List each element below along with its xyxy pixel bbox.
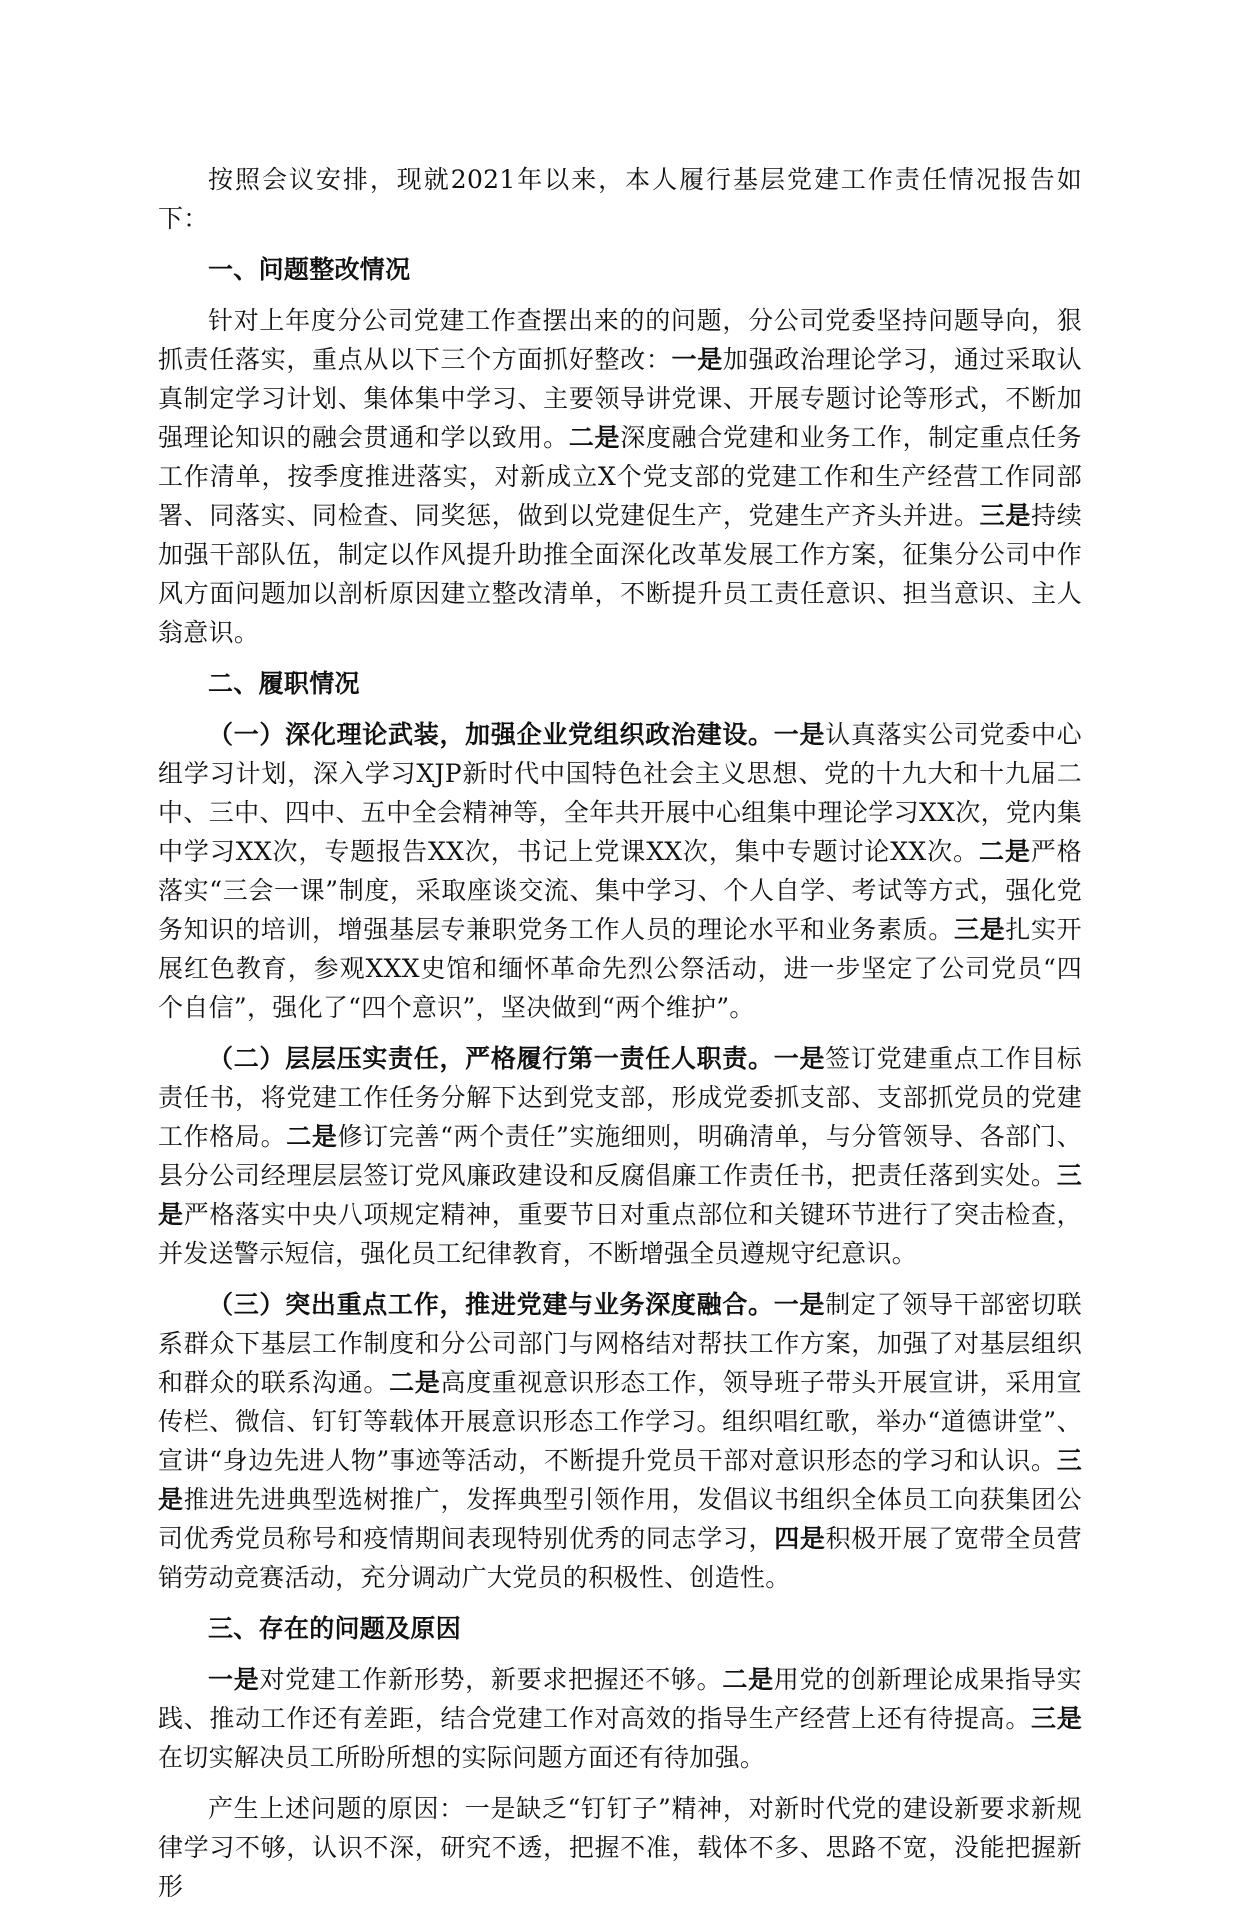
section-heading-2: 二、履职情况 xyxy=(208,669,360,698)
point-text: 签订党建重点工作目标责任书，将党建工作任务分解下达到党支部，形成党委抓支部、支部抓党员的党建工作格局。 xyxy=(158,1044,1082,1151)
point-text: 制定了领导干部密切联系群众下基层工作制度和分公司部门与网格结对帮扶工作方案，加强了对基层组织和群众的联系沟通。 xyxy=(158,1290,1082,1397)
point-marker: 三是 xyxy=(953,915,1006,944)
section-heading-3: 三、存在的问题及原因 xyxy=(208,1614,462,1643)
point-marker: 一是 xyxy=(208,1665,260,1694)
point-text: 积极开展了宽带全员营销劳动竞赛活动，充分调动广大党员的积极性、创造性。 xyxy=(158,1524,1082,1592)
rectification-paragraph xyxy=(158,301,1082,652)
subsection-title: （二）层层压实责任，严格履行第一责任人职责。 xyxy=(208,1044,774,1073)
duty-paragraph-3 xyxy=(158,1285,1082,1597)
point-marker: 一是 xyxy=(773,1044,826,1073)
point-marker: 三是 xyxy=(979,501,1032,530)
point-text: 深度融合党建和业务工作，制定重点任务工作清单，按季度推进落实，对新成立X个党支部的党建工作和生产经营工作同部署、同落实、同检查、同奖惩，做到以党建促生产，党建生产齐头并进。 xyxy=(158,423,1082,530)
point-text: 高度重视意识形态工作，领导班子带头开展宣讲，采用宣传栏、微信、钉钉等载体开展意识形态工作学习。组织唱红歌，举办“道德讲堂”、宣讲“身边先进人物”事迹等活动，不断提升党员干部对意识形态的学习和认识。 xyxy=(158,1368,1082,1475)
point-marker: 二是 xyxy=(568,423,621,452)
point-text: 修订完善“两个责任”实施细则，明确清单，与分管领导、各部门、县分公司经理层层签订党风廉政建设和反腐倡廉工作责任书，把责任落到实处。 xyxy=(158,1122,1082,1190)
subsection-title: （三）突出重点工作，推进党建与业务深度融合。 xyxy=(208,1290,774,1319)
causes-paragraph: 产生上述问题的原因：一是缺乏“钉钉子”精神，对新时代党的建设新要求新规律学习不够，认识不深，研究不透，把握不准，载体不多、思路不宽，没能把握新形 xyxy=(158,1794,1082,1901)
point-text: 持续加强干部队伍，制定以作风提升助推全面深化改革发展工作方案，征集分公司中作风方面问题加以剖析原因建立整改清单，不断提升员工责任意识、担当意识、主人翁意识。 xyxy=(158,501,1082,647)
point-marker: 二是 xyxy=(389,1368,441,1397)
point-text: 推进先进典型选树推广，发挥典型引领作用，发倡议书组织全体员工向获集团公司优秀党员称号和疫情期间表现特别优秀的同志学习， xyxy=(158,1485,1082,1553)
point-text: 严格落实“三会一课”制度，采取座谈交流、集中学习、个人自学、考试等方式，强化党务知识的培训，增强基层专兼职党务工作人员的理论水平和业务素质。 xyxy=(158,837,1082,944)
subsection-title: （一）深化理论武装，加强企业党组织政治建设。 xyxy=(208,720,774,749)
point-marker: 四是 xyxy=(774,1524,826,1553)
point-text: 对党建工作新形势，新要求把握还不够。 xyxy=(259,1665,723,1694)
point-marker: 三是 xyxy=(1031,1704,1082,1733)
point-marker: 二是 xyxy=(286,1122,338,1151)
problems-paragraph xyxy=(158,1660,1082,1777)
point-text: 在切实解决员工所盼所想的实际问题方面还有待加强。 xyxy=(158,1743,766,1772)
duty-paragraph-1 xyxy=(158,715,1082,1027)
point-marker: 一是 xyxy=(773,1290,826,1319)
point-text: 用党的创新理论成果指导实践、推动工作还有差距，结合党建工作对高效的指导生产经营上还有待提高。 xyxy=(158,1665,1082,1733)
point-marker: 二是 xyxy=(978,837,1031,866)
point-text: 加强政治理论学习，通过采取认真制定学习计划、集体集中学习、主要领导讲党课、开展专题讨论等形式，不断加强理论知识的融会贯通和学以致用。 xyxy=(158,345,1082,452)
point-text: 扎实开展红色教育，参观XXX史馆和缅怀革命先烈公祭活动，进一步坚定了公司党员“四个自信”，强化了“四个意识”，坚决做到“两个维护”。 xyxy=(158,915,1082,1022)
section-heading-1: 一、问题整改情况 xyxy=(208,255,411,284)
point-marker: 二是 xyxy=(722,1665,774,1694)
point-marker: 三是 xyxy=(158,1161,1082,1229)
point-marker: 一是 xyxy=(773,720,826,749)
point-marker: 三是 xyxy=(158,1446,1082,1514)
intro-paragraph: 按照会议安排，现就2021年以来，本人履行基层党建工作责任情况报告如下： xyxy=(158,165,1082,233)
point-text: 严格落实中央八项规定精神，重要节日对重点部位和关键环节进行了突击检查，并发送警示短信，强化员工纪律教育，不断增强全员遵规守纪意识。 xyxy=(158,1200,1082,1268)
duty-paragraph-2 xyxy=(158,1039,1082,1273)
point-marker: 一是 xyxy=(671,345,723,374)
point-text: 认真落实公司党委中心组学习计划，深入学习XJP新时代中国特色社会主义思想、党的十九大和十九届二中、三中、四中、五中全会精神等，全年共开展中心组集中理论学习XX次，党内集中学习XX次，专题报告XX次，书记上党课XX次，集中专题讨论XX次。 xyxy=(158,720,1082,866)
paragraph-lead: 针对上年度分公司党建工作查摆出来的的问题，分公司党委坚持问题导向，狠抓责任落实，重点从以下三个方面抓好整改： xyxy=(158,306,1082,374)
